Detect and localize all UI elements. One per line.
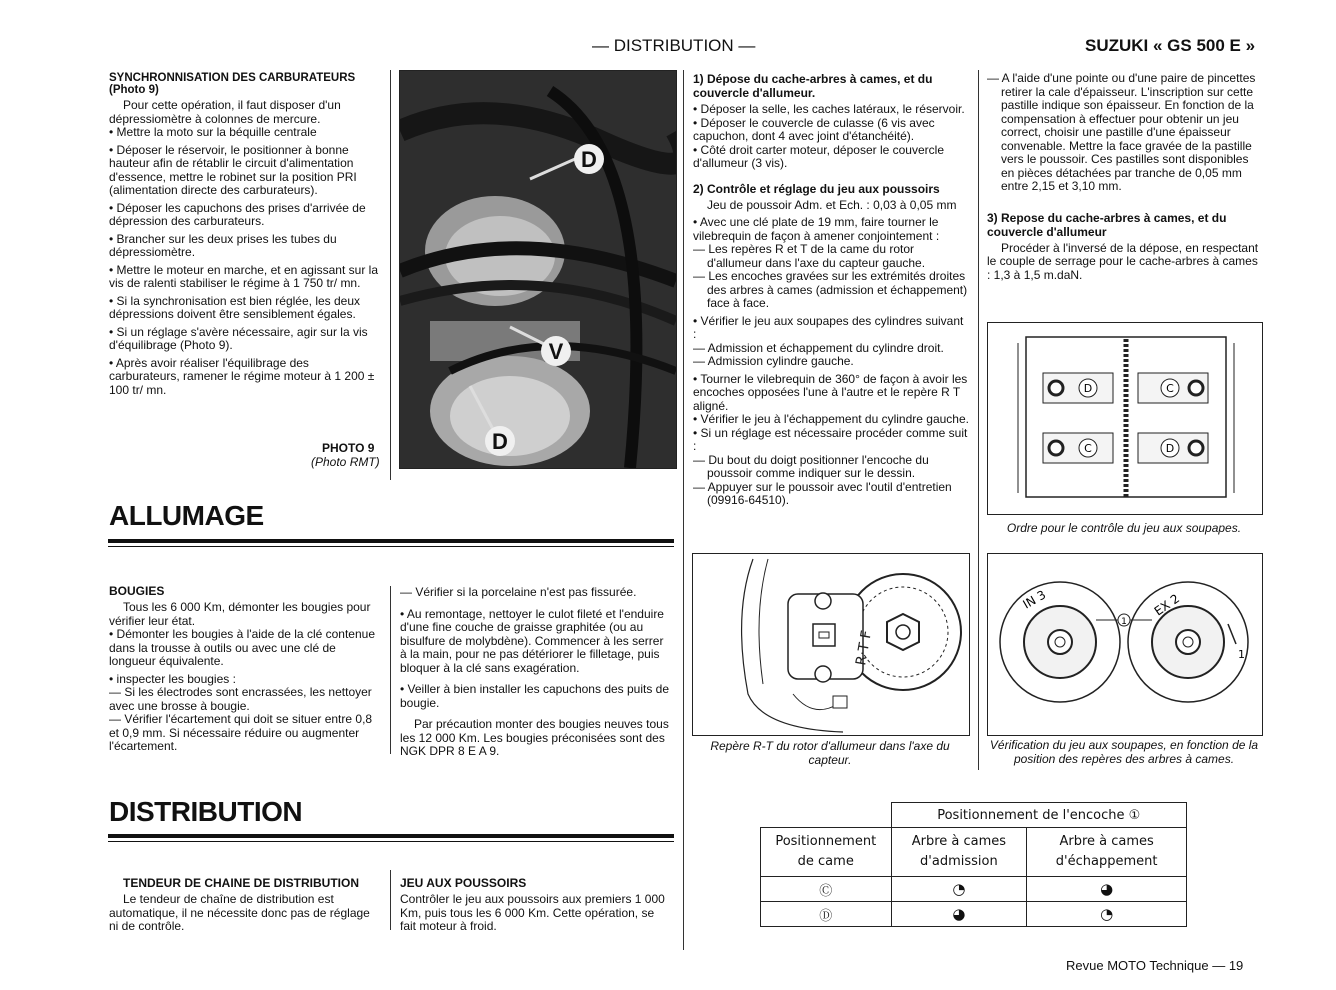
table-cell-came: Ⓒ	[761, 877, 892, 902]
photo-9-image	[400, 71, 676, 468]
procedure-column	[693, 72, 969, 508]
photo-caption-credit: (Photo RMT)	[311, 455, 380, 469]
step-1-title: 1) Dépose du cache-arbres à cames, et du couvercle d'allumeur.	[693, 72, 933, 100]
sync-paragraph: • Déposer le réservoir, le positionner à bonne hauteur afin de rétablir le circuit d'alimentation d'essence, mettre le robinet sur la position PRI (alimentation directe des carburateurs).	[109, 142, 357, 197]
jeu-section	[400, 876, 673, 934]
figure-rotor-allumeur	[692, 553, 970, 736]
figure-valve-order-caption: Ordre pour le contrôle du jeu aux soupapes.	[1006, 521, 1242, 535]
bougies-right	[400, 586, 673, 759]
shim-column	[987, 72, 1261, 282]
step-1-paragraph: • Déposer la selle, les caches latéraux, le réservoir.	[693, 102, 965, 116]
distribution-rule-thin	[108, 841, 674, 842]
step-2-spec: Jeu de poussoir Adm. et Ech. : 0,03 à 0,05 mm	[707, 197, 957, 212]
step-2-paragraph: • Avec une clé plate de 19 mm, faire tourner le vilebrequin de façon à amener conjointement :	[693, 215, 940, 243]
bougies-paragraph: — Vérifier l'écartement qui doit se situer entre 0,8 et 0,9 mm. Si nécessaire réduire ou augmenter l'écartement.	[109, 712, 373, 753]
bougies-left	[109, 584, 381, 754]
sync-paragraph: • Brancher sur les deux prises les tubes du dépressiomètre.	[109, 231, 337, 259]
figure-valve-order	[987, 322, 1263, 515]
tendeur-section	[109, 876, 381, 934]
column-divider	[390, 870, 391, 930]
step-2-title: 2) Contrôle et réglage du jeu aux poussoirs	[693, 181, 940, 196]
fig1-label-c2: C	[1084, 442, 1092, 455]
table-top-header: Positionnement de l'encoche ①	[891, 803, 1187, 828]
bougies-title: BOUGIES	[109, 584, 165, 598]
notch-position-table	[760, 802, 1187, 927]
step-2-paragraph: • Si un réglage est nécessaire procéder comme suit :	[693, 425, 968, 453]
fig2-label-in: IN 3	[1020, 587, 1049, 612]
jeu-text: Contrôler le jeu aux poussoirs aux premiers 1 000 Km, puis tous les 6 000 Km. Cette opération, se fait moteur à froid.	[400, 892, 665, 933]
bougies-paragraph: • Au remontage, nettoyer le culot fileté et l'enduire d'une fine couche de graisse graphitée (ou au bisulfure de molybdène). Commencer à les serrer à la main, pour ne pas détériorer le filletage, puis bloquer à la clé sans exagération.	[400, 606, 664, 675]
page-header-section: — DISTRIBUTION —	[592, 36, 756, 55]
table-cell-admission: ◕	[891, 902, 1027, 927]
sync-paragraph: • Si un réglage s'avère nécessaire, agir sur la vis d'équilibrage (Photo 9).	[109, 324, 368, 352]
sync-paragraph: • Après avoir réaliser l'équilibrage des carburateurs, ramener le régime moteur à 1 200 ± 100 tr/ mn.	[109, 355, 375, 397]
photo-9-carburetors	[399, 70, 677, 469]
svg-text:R·T F: R·T F	[853, 629, 876, 667]
bougies-paragraph: Tous les 6 000 Km, démonter les bougies pour vérifier leur état.	[109, 600, 371, 628]
rotor-diagram	[693, 554, 969, 735]
column-divider	[390, 586, 391, 754]
figure-valve-check	[987, 553, 1263, 736]
table-row	[761, 877, 1187, 902]
distribution-rule	[108, 834, 674, 838]
sync-paragraph: • Mettre la moto sur la béquille centrale	[109, 125, 317, 139]
photo-caption-title: PHOTO 9	[322, 441, 375, 455]
fig2-label-left: 1	[1012, 648, 1019, 661]
step-3-text: Procéder à l'inversé de la dépose, en respectant le couple de serrage pour le cache-arbres à cames : 1,3 à 1,5 m.daN.	[987, 240, 1259, 282]
step-2-paragraph: — Les encoches gravées sur les extrémités droites des arbres à cames (admission et échappement) face à face.	[693, 269, 968, 310]
fig2-label-right: 1	[1238, 648, 1245, 661]
table-header-admission: Arbre à cames d'admission	[891, 828, 1027, 877]
step-2-paragraph: — Admission cylindre gauche.	[693, 354, 854, 368]
sync-section	[109, 72, 381, 397]
fig1-label-d1: D	[1083, 382, 1093, 395]
column-divider-center	[683, 70, 684, 950]
step-2-paragraph: — Du bout du doigt positionner l'encoche du poussoir comme indiquer sur le dessin.	[693, 452, 929, 480]
page-footer: Revue MOTO Technique — 19	[1066, 958, 1244, 973]
distribution-title: DISTRIBUTION	[109, 796, 303, 827]
page-header-brand: SUZUKI « GS 500 E »	[1085, 36, 1256, 55]
bougies-paragraph: • inspecter les bougies :	[109, 671, 236, 686]
fig1-label-c1: C	[1166, 382, 1174, 395]
svg-text:1: 1	[1121, 617, 1127, 627]
sync-paragraph: Pour cette opération, il faut disposer d'un dépressiomètre à colonnes de mercure.	[109, 98, 341, 126]
step-1-paragraph: • Déposer le couvercle de culasse (6 vis avec capuchon, dont 4 avec joint d'étanchéité).	[693, 115, 935, 143]
allumage-rule	[108, 539, 674, 543]
step-2-paragraph: — Admission et échappement du cylindre droit.	[693, 340, 944, 355]
photo-label-d-top: D	[581, 147, 597, 172]
step-2-paragraph: — Appuyer sur le poussoir avec l'outil d'entretien (09916-64510).	[693, 479, 952, 507]
shim-paragraph: — A l'aide d'une pointe ou d'une paire de pincettes retirer la cale d'épaisseur. L'inscription sur cette pastille indique son épaisseur. En fonction de la compensation à effectuer pour obtenir un jeu correct, choisir une pastille d'une épaisseur convenable. Mettre la face gravée de la pastille vers le poussoir. Ces pastilles sont disponibles en pièces détachées par tranche de 0,05 mm entre 2,15 et 3,10 mm.	[987, 71, 1256, 193]
column-divider-right	[978, 70, 979, 770]
allumage-rule-thin	[108, 546, 674, 547]
step-3-title: 3) Repose du cache-arbres à cames, et du couvercle d'allumeur	[987, 210, 1227, 239]
sync-paragraph: • Mettre le moteur en marche, et en agissant sur la vis de ralenti stabiliser le régime à 1 750 tr/ mn.	[109, 262, 378, 290]
bougies-paragraph: — Vérifier si la porcelaine n'est pas fissurée.	[400, 585, 637, 599]
sync-title: SYNCHRONNISATION DES CARBURATEURS (Photo 9)	[109, 72, 356, 96]
camshaft-ends-diagram	[988, 554, 1262, 735]
sync-paragraph: • Déposer les capuchons des prises d'arrivée de dépression des carburateurs.	[109, 200, 366, 228]
fig1-label-d2: D	[1165, 442, 1175, 455]
bougies-paragraph: • Veiller à bien installer les capuchons des puits de bougie.	[400, 682, 670, 710]
step-2-paragraph: • Tourner le vilebrequin de 360° de façon à avoir les encoches opposées l'une à l'autre et le repère R T aligné.	[693, 371, 968, 413]
table-header-echappement: Arbre à cames d'échappement	[1027, 828, 1187, 877]
step-2-paragraph: • Vérifier le jeu à l'échappement du cylindre gauche.	[693, 412, 969, 426]
tendeur-title: TENDEUR DE CHAINE DE DISTRIBUTION	[123, 876, 360, 890]
figure-rotor-caption: Repère R-T du rotor d'allumeur dans l'axe du capteur.	[710, 739, 950, 767]
photo-label-v: V	[548, 339, 564, 364]
fig2-label-ex: EX 2	[1151, 591, 1183, 619]
bougies-paragraph: • Démonter les bougies à l'aide de la clé contenue dans la trousse à outils ou avec une clé de longueur équivalente.	[109, 627, 375, 668]
figure-valve-check-caption: Vérification du jeu aux soupapes, en fonction de la position des repères des arbres à cames.	[989, 738, 1259, 766]
sync-paragraph: • Si la synchronisation est bien réglée, les deux dépressions doivent être sensiblement égales.	[109, 293, 361, 321]
table-header-came: Positionnement de came	[761, 828, 892, 877]
table-cell-admission: ◔	[891, 877, 1027, 902]
bougies-paragraph: Par précaution monter des bougies neuves tous les 12 000 Km. Les bougies préconisées sont des NGK DPR 8 E A 9.	[400, 717, 669, 758]
table-cell-echappement: ◔	[1027, 902, 1187, 927]
step-2-paragraph: • Vérifier le jeu aux soupapes des cylindres suivant :	[693, 313, 964, 341]
allumage-title: ALLUMAGE	[109, 500, 264, 531]
step-2-paragraph: — Les repères R et T de la came du rotor d'allumeur dans l'axe du capteur gauche.	[693, 242, 926, 270]
step-1-paragraph: • Côté droit carter moteur, déposer le couvercle d'allumeur (3 vis).	[693, 142, 944, 170]
jeu-title: JEU AUX POUSSOIRS	[400, 876, 527, 890]
table-cell-echappement: ◕	[1027, 877, 1187, 902]
bougies-paragraph: — Si les électrodes sont encrassées, les nettoyer avec une brosse à bougie.	[109, 685, 372, 713]
photo-label-d-bottom: D	[492, 429, 508, 454]
tendeur-text: Le tendeur de chaîne de distribution est automatique, il ne nécessite donc pas de réglage ni de contrôle.	[109, 892, 370, 933]
column-divider	[390, 70, 391, 480]
table-row	[761, 902, 1187, 927]
table-cell-came: Ⓓ	[761, 902, 892, 927]
camshaft-diagram	[988, 323, 1262, 514]
